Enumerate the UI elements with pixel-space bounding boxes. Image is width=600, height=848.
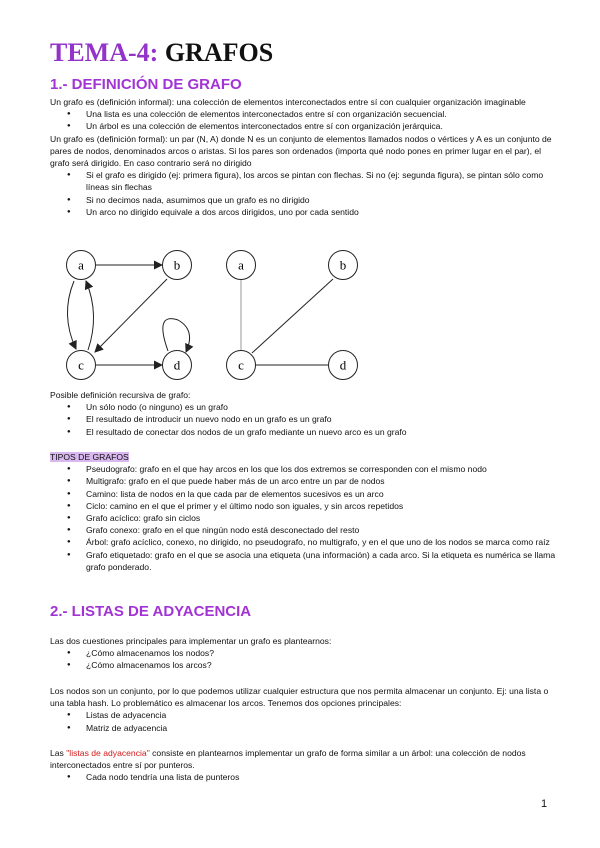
list-item: ● Una lista es una colección de elementos interconectados entre sí con organización secuencial.: [86, 108, 560, 120]
list-item: ● ¿Cómo almacenamos los nodos?: [86, 647, 560, 659]
section-2-storage: [50, 685, 560, 734]
page-number: 1: [541, 798, 548, 810]
list-item: ● Cada nodo tendría una lista de punteros: [86, 771, 560, 783]
list-item: ● Un árbol es una colección de elementos interconectados entre sí con organización jerárquica.: [86, 120, 560, 132]
list-item: ● Ciclo: camino en el que el primer y el último nodo son iguales, y sin arcos repetidos: [86, 500, 560, 512]
title-tema: TEMA-4:: [50, 38, 159, 67]
adjacency-post: consiste en plantearnos implementar un grafo de forma similar a un árbol: una colección de nodos interconectados entre sí por punteros.: [50, 748, 526, 771]
formal-notes-list: [50, 169, 560, 218]
storage-paragraph: Los nodos son un conjunto, por lo que podemos utilizar cualquier estructura que nos permita almacenar un conjunto. Ej: una lista o una tabla hash. Lo problemático es almacenar los arcos. Tenemos dos opciones principales:: [50, 686, 549, 709]
directed-graph: [67, 251, 192, 380]
page-title: [50, 38, 273, 68]
list-item: ● Si no decimos nada, asumimos que un grafo es no dirigido: [86, 194, 560, 206]
storage-options-list: [50, 709, 560, 733]
list-item: ● Listas de adyacencia: [86, 709, 560, 721]
formal-definition: Un grafo es (definición formal): un par (N, A) donde N es un conjunto de elementos llamados nodos o vértices y A es un conjunto de pares de nodos, denominados arcos o aristas. Si los pares son ordenados (importa qué nodo pones en primer lugar en el par), el grafo será dirigido. En caso contrario será no dirigido: [50, 133, 552, 169]
informal-definition: Un grafo es (definición informal): una colección de elementos interconectados entre sí con cualquier organización imaginable: [50, 97, 526, 107]
section-2-questions: [50, 635, 560, 672]
section-2-heading: 2.- LISTAS DE ADYACENCIA: [50, 603, 252, 620]
node-a-label: a: [238, 257, 244, 273]
node-a-label: a: [78, 257, 84, 273]
edge-c-a: [86, 281, 94, 350]
node-c-label: c: [78, 357, 84, 373]
recursive-definition-list: [50, 401, 560, 438]
edge-b-c: [95, 279, 167, 352]
adjacency-pre: Las: [50, 748, 67, 758]
section-1-intro: [50, 96, 560, 218]
adjacency-paragraph: [50, 747, 560, 771]
node-c-label: c: [238, 357, 244, 373]
list-item: ● El resultado de conectar dos nodos de un grafo mediante un nuevo arco es un grafo: [86, 426, 560, 438]
node-d-label: d: [339, 357, 347, 373]
list-item: ● Árbol: grafo acíclico, conexo, no dirigido, no pseudografo, no multigrafo, y en el que uno de los nodos se marca como raíz: [86, 536, 560, 548]
list-item: ● Un sólo nodo (o ninguno) es un grafo: [86, 401, 560, 413]
graph-types-heading: TIPOS DE GRAFOS: [50, 452, 129, 462]
list-item: ● Matriz de adyacencia: [86, 722, 560, 734]
section-2-adjacency: [50, 747, 560, 784]
list-item: ● Si el grafo es dirigido (ej: primera figura), los arcos se pintan con flechas. Si no (ej: segunda figura), se pintan sólo como líneas sin flechas: [86, 169, 560, 193]
adjacency-list: [50, 771, 560, 783]
questions-intro: Las dos cuestiones principales para implementar un grafo es plantearnos:: [50, 636, 332, 646]
list-item: ● El resultado de introducir un nuevo nodo en un grafo es un grafo: [86, 413, 560, 425]
list-item: ● Grafo acíclico: grafo sin ciclos: [86, 512, 560, 524]
informal-examples-list: [50, 108, 560, 132]
graph-figures: [50, 240, 370, 380]
questions-list: [50, 647, 560, 671]
recursive-definition-intro: Posible definición recursiva de grafo:: [50, 390, 191, 400]
recursive-definition: [50, 389, 560, 438]
edge-b-c-undirected: [252, 279, 333, 353]
list-item: ● Multigrafo: grafo en el que puede haber más de un arco entre un par de nodos: [86, 475, 560, 487]
list-item: ● Camino: lista de nodos en la que cada par de elementos sucesivos es un arco: [86, 488, 560, 500]
adjacency-term: "listas de adyacencia": [66, 748, 150, 758]
undirected-graph: [227, 251, 358, 380]
list-item: ● Grafo etiquetado: grafo en el que se asocia una etiqueta (una información) a cada arco. Si la etiqueta es numérica se llama grafo ponderado.: [86, 549, 560, 573]
graph-types: [50, 451, 560, 573]
title-grafos: GRAFOS: [164, 38, 274, 67]
edge-d-d-loop: [163, 319, 190, 352]
graph-types-list: [50, 463, 560, 573]
list-item: ● Un arco no dirigido equivale a dos arcos dirigidos, uno por cada sentido: [86, 206, 560, 218]
list-item: ● Grafo conexo: grafo en el que ningún nodo está desconectado del resto: [86, 524, 560, 536]
section-1-heading: 1.- DEFINICIÓN DE GRAFO: [50, 76, 242, 93]
list-item: ● Pseudografo: grafo en el que hay arcos en los que los dos extremos se corresponden con el mismo nodo: [86, 463, 560, 475]
node-b-label: b: [173, 257, 181, 273]
node-d-label: d: [173, 357, 181, 373]
list-item: ● ¿Cómo almacenamos los arcos?: [86, 659, 560, 671]
edge-a-c: [67, 281, 76, 349]
node-b-label: b: [339, 257, 347, 273]
